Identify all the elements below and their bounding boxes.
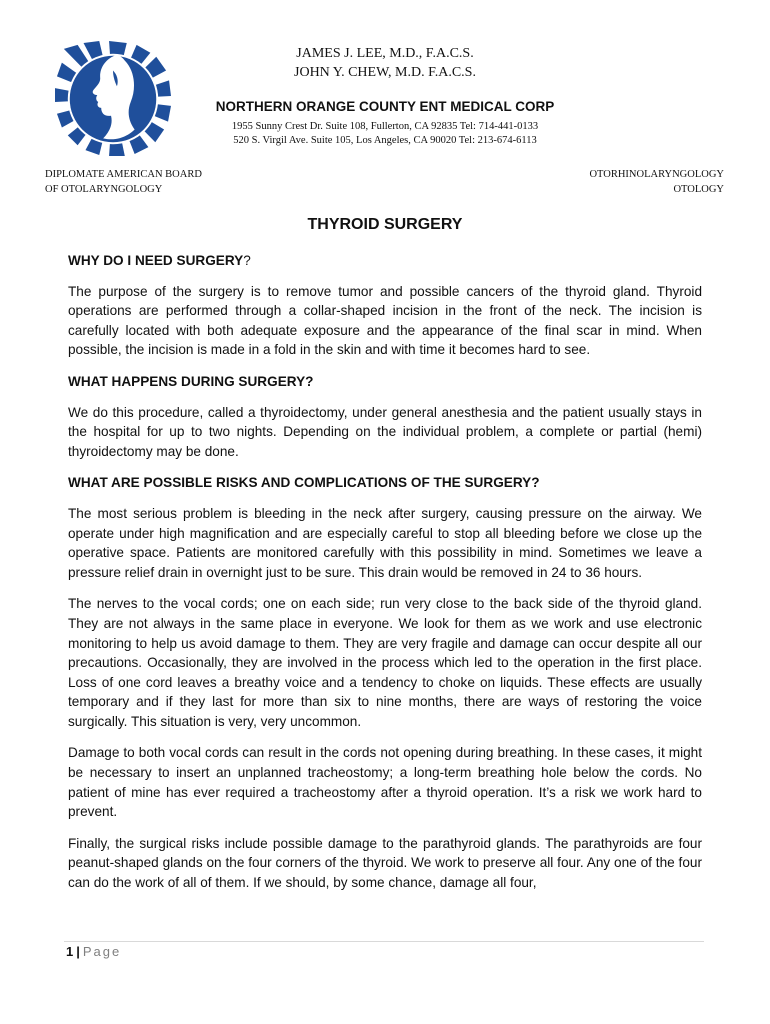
paragraph: The most serious problem is bleeding in the neck after surgery, causing pressure on the airway. We operate under high magnification and are especially careful to stop all bleeding before we close up the operative space. Patients are monitored carefully with this possibility in mind. Sometimes we leave a pressure relief drain in overnight just to be sure. This drain would be removed in 24 to 36 hours. [68,505,702,580]
credentials-right [589,167,724,197]
paragraph: We do this procedure, called a thyroidectomy, under general anesthesia and the patient usually stays in the hospital for up to two nights. Depending on the individual problem, a complete or partial (hemi) thyroidectomy may be done. [68,404,702,459]
address-fullerton: 1955 Sunny Crest Dr. Suite 108, Fullerton, CA 92835 Tel: 714-441-0133 [231,121,539,132]
section-heading-why-surgery [68,251,702,271]
section-heading-risks: WHAT ARE POSSIBLE RISKS AND COMPLICATIONS OF THE SURGERY? [68,475,540,491]
credential-line: OF OTOLARYNGOLOGY [45,184,163,195]
heading-suffix: ? [243,253,251,268]
credentials-left [45,167,202,197]
page-number: 1 [66,944,74,959]
doctor-name-1: JAMES J. LEE, M.D., F.A.C.S. [296,46,474,61]
paragraph: Finally, the surgical risks include possible damage to the parathyroid glands. The parathyroids are four peanut-shaped glands on the four corners of the thyroid. We work to preserve all four. Any one of the four can do the work of all of them. If we should, by some chance, damage all four, [68,835,702,891]
paragraph: The nerves to the vocal cords; one on each side; run very close to the back side of the thyroid gland. They are not always in the same place in everyone. We look for them as we work and use electronic monitoring to help us avoid damage to them. They are very fragile and damage can occur despite all our precautions. Occasionally, they are involved in the process which led to the operation in the first place. Loss of one cord leaves a breathy voice and a tendency to choke on liquids. These effects are usually temporary and if they last for more than six to nine months, there are ways of restoring the voice surgically. This situation is very, very uncommon. [68,596,702,729]
footer-separator: | [76,944,80,959]
document-body [68,251,702,905]
corporation-name: NORTHERN ORANGE COUNTY ENT MEDICAL CORP [215,99,555,114]
address-los-angeles: 520 S. Virgil Ave. Suite 105, Los Angeles, CA 90020 Tel: 213-674-6113 [233,135,537,146]
document-title: THYROID SURGERY [307,216,463,233]
footer-divider [64,941,704,942]
page-footer [66,944,121,959]
heading-text: WHY DO I NEED SURGERY [68,253,244,268]
page-label: Page [82,944,122,959]
head-silhouette-logo [54,41,172,157]
credential-line: OTOLOGY [673,184,724,195]
credential-line: OTORHINOLARYNGOLOGY [589,169,724,180]
section-heading-during-surgery: WHAT HAPPENS DURING SURGERY? [68,373,314,389]
doctor-name-2: JOHN Y. CHEW, M.D. F.A.C.S. [294,65,476,80]
paragraph: The purpose of the surgery is to remove tumor and possible cancers of the thyroid gland. Thyroid operations are performed through a collar-shaped incision in the front of the neck. The incision is carefully located with both adequate exposure and the appearance of the final scar in mind. When possible, the incision is made in a fold in the skin and with time it becomes hard to see. [68,283,702,358]
paragraph: Damage to both vocal cords can result in the cords not opening during breathing. In these cases, it might be necessary to insert an unplanned tracheostomy; a long-term breathing hole below the cords. No patient of mine has ever required a tracheostomy after a thyroid operation. It’s a risk we work hard to prevent. [68,745,702,820]
credential-line: DIPLOMATE AMERICAN BOARD [45,169,202,180]
